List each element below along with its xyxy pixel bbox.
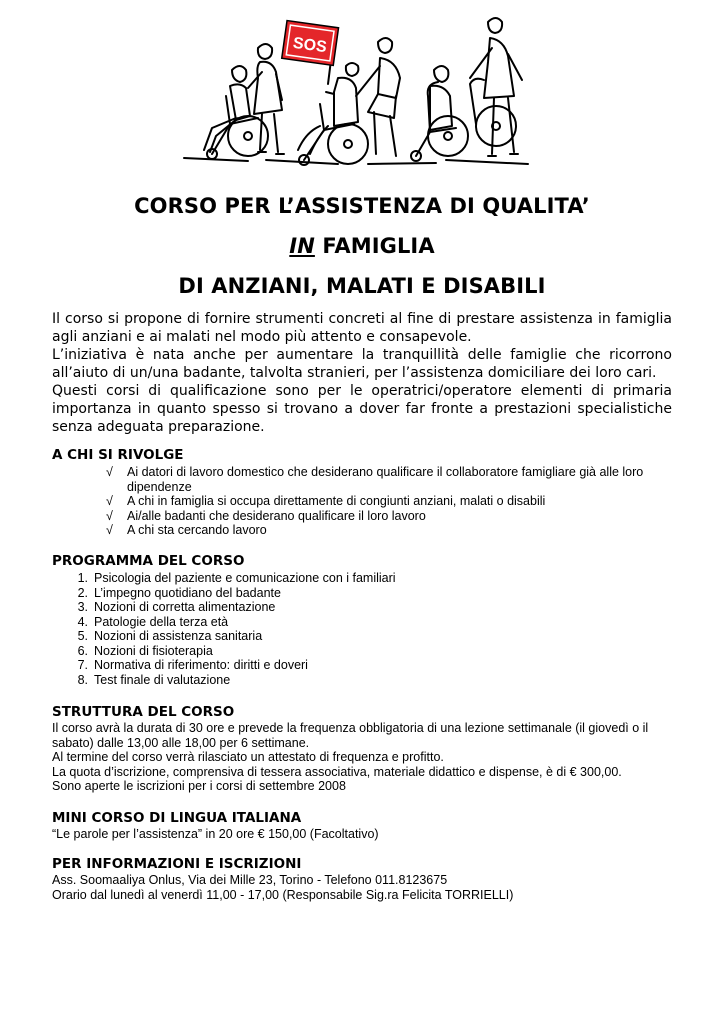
target-heading: A CHI SI RIVOLGE [52,447,184,463]
list-item: 3. Nozioni di corretta alimentazione [77,600,276,614]
program-heading: PROGRAMMA DEL CORSO [52,553,245,569]
list-item: 7. Normativa di riferimento: diritti e doveri [77,658,308,672]
mini-course-text: “Le parole per l’assistenza” in 20 ore € 150,00 (Facoltativo) [52,827,379,841]
list-item: √ Ai datori di lavoro domestico che desiderano qualificare il collaboratore famigliare già alle loro dipendenze [106,465,644,494]
caregivers-wheelchair-illustration [178,14,544,170]
mini-course-heading: MINI CORSO DI LINGUA ITALIANA [52,810,302,826]
structure-line: La quota d’iscrizione, comprensiva di tessera associativa, materiale didattico e dispense, è di € 300,00. [52,764,622,779]
intro-paragraph: L’iniziativa è nata anche per aumentare la tranquillità delle famiglie che ricorrono all’aiuto di un/una badante, talvolta stranieri, per l’assistenza domiciliare dei loro cari. [52,347,672,381]
list-item: 1. Psicologia del paziente e comunicazione con i familiari [77,571,396,585]
intro-text [52,310,672,436]
title-famiglia: FAMIGLIA [322,234,435,258]
structure-line: Sono aperte le iscrizioni per i corsi di settembre 2008 [52,779,346,793]
structure-heading: STRUTTURA DEL CORSO [52,704,235,720]
intro-paragraph: Il corso si propone di fornire strumenti concreti al fine di prestare assistenza in famiglia agli anziani e ai malati nel modo più attento e consapevole. [52,311,672,345]
title-line-3: DI ANZIANI, MALATI E DISABILI [178,274,546,298]
sos-sign-text: SOS [291,34,328,57]
title-line-2 [0,234,724,258]
program-list [72,571,396,687]
info-address: Ass. Soomaaliya Onlus, Via dei Mille 23, Torino - Telefono 011.8123675 [52,873,448,887]
info-heading: PER INFORMAZIONI E ISCRIZIONI [52,856,302,872]
list-item: 8. Test finale di valutazione [77,672,231,687]
list-item: √ Ai/alle badanti che desiderano qualificare il loro lavoro [106,508,426,523]
intro-paragraph: Questi corsi di qualificazione sono per le operatrici/operatore elementi di primaria importanza in quanto spesso si trovano a dover far fronte a prestazioni specialistiche senza adeguata preparazione. [52,383,672,435]
list-item: 2. L’impegno quotidiano del badante [77,585,281,600]
info-text [52,873,672,902]
structure-line: Al termine del corso verrà rilasciato un attestato di frequenza e profitto. [52,750,444,764]
list-item: 4. Patologie della terza età [77,614,229,629]
list-item: 5. Nozioni di assistenza sanitaria [77,629,263,643]
list-item: 6. Nozioni di fisioterapia [77,643,213,658]
title-in-emphasis: IN [289,234,315,258]
structure-text [52,721,672,794]
list-item: √ A chi in famiglia si occupa direttamente di congiunti anziani, malati o disabili [106,494,546,508]
structure-line: Il corso avrà la durata di 30 ore e prevede la frequenza obbligatoria di una lezione settimanale (il giovedì o il sabato) dalle 13,00 alle 18,00 per 6 settimane. [52,721,649,750]
list-item: √ A chi sta cercando lavoro [106,523,267,537]
info-hours: Orario dal lunedì al venerdì 11,00 - 17,00 (Responsabile Sig.ra Felicita TORRIELLI) [52,887,514,902]
title-line-1: CORSO PER L’ASSISTENZA DI QUALITA’ [134,194,590,218]
target-list [106,465,647,538]
